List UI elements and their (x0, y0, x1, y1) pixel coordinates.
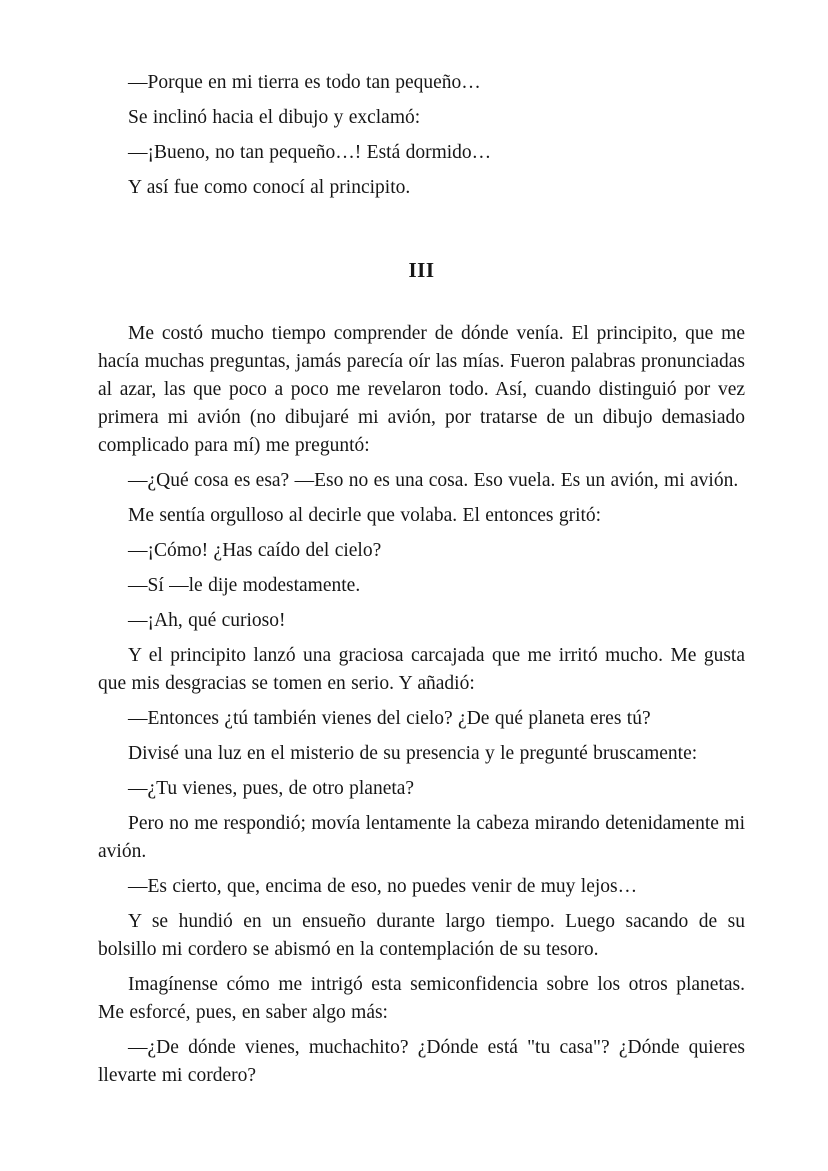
paragraph: —Entonces ¿tú también vienes del cielo? ¿De qué planeta eres tú? (128, 708, 651, 729)
paragraph: —¿Qué cosa es esa? —Eso no es una cosa. Eso vuela. Es un avión, mi avión. (128, 470, 739, 491)
paragraph: Imagínense cómo me intrigó esta semiconfidencia sobre los otros planetas. Me esforcé, pues, en saber algo más: (98, 974, 745, 1023)
paragraph: —Sí —le dije modestamente. (128, 575, 361, 596)
paragraph: —¿Tu vienes, pues, de otro planeta? (128, 778, 415, 799)
paragraph: Divisé una luz en el misterio de su presencia y le pregunté bruscamente: (128, 743, 698, 764)
paragraph: Se inclinó hacia el dibujo y exclamó: (128, 107, 421, 128)
paragraph: —¿De dónde vienes, muchachito? ¿Dónde está "tu casa"? ¿Dónde quieres llevarte mi cordero? (98, 1037, 745, 1086)
paragraph: —Porque en mi tierra es todo tan pequeño… (128, 72, 481, 93)
paragraph: Y así fue como conocí al principito. (128, 177, 411, 198)
paragraph: Me sentía orgulloso al decirle que volaba. El entonces gritó: (128, 505, 602, 526)
paragraph: Y el principito lanzó una graciosa carcajada que me irritó mucho. Me gusta que mis desgracias se tomen en serio. Y añadió: (98, 645, 745, 694)
paragraph: Me costó mucho tiempo comprender de dónde venía. El principito, que me hacía muchas preguntas, jamás parecía oír las mías. Fueron palabras pronunciadas al azar, las que poco a poco me revelaron todo. Así, cuando distinguió por vez primera mi avión (no dibujaré mi avión, por tratarse de un dibujo demasiado complicado para mí) me preguntó: (98, 323, 745, 456)
paragraph: —Es cierto, que, encima de eso, no puedes venir de muy lejos… (128, 876, 638, 897)
paragraph: Y se hundió en un ensueño durante largo tiempo. Luego sacando de su bolsillo mi cordero se abismó en la contemplación de su tesoro. (98, 911, 745, 960)
paragraph: —¡Ah, qué curioso! (128, 610, 286, 631)
paragraph: —¡Bueno, no tan pequeño…! Está dormido… (128, 142, 492, 163)
chapter-heading: III (408, 258, 435, 282)
paragraph: —¡Cómo! ¿Has caído del cielo? (128, 540, 382, 561)
paragraph: Pero no me respondió; movía lentamente la cabeza mirando detenidamente mi avión. (98, 813, 745, 862)
